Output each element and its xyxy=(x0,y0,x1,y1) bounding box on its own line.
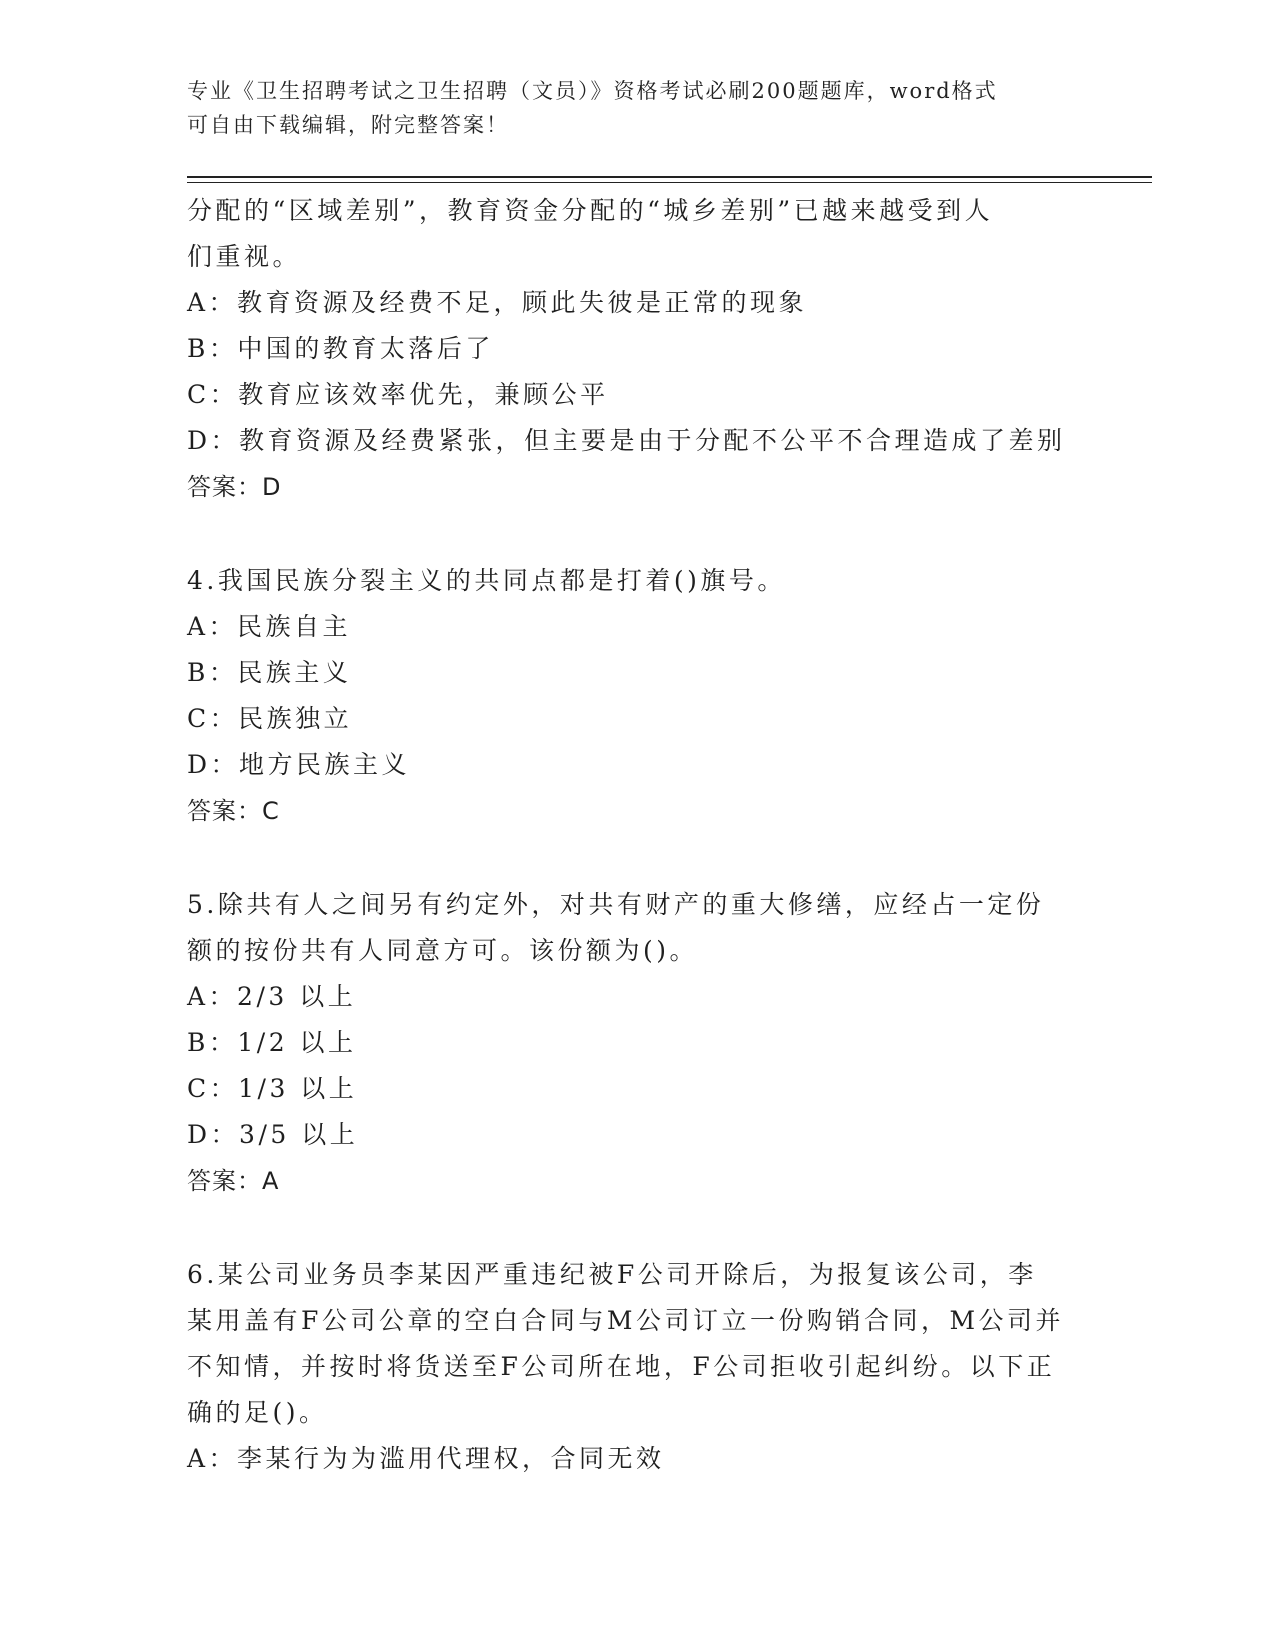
question-stem: 分配的“区域差别”，教育资金分配的“城乡差别”已越来越受到人 xyxy=(187,196,994,225)
question-stem: 5.除共有人之间另有约定外，对共有财产的重大修缮，应经占一定份 xyxy=(187,890,1045,919)
option-a: A：民族自主 xyxy=(187,612,352,641)
question-stem: 额的按份共有人同意方可。该份额为()。 xyxy=(187,936,699,965)
spacer xyxy=(187,1204,1117,1252)
option-b: B：1/2 以上 xyxy=(187,1028,357,1057)
answer-label: 答案：A xyxy=(187,1167,280,1195)
question-stem: 4.我国民族分裂主义的共同点都是打着()旗号。 xyxy=(187,566,786,595)
header-line: 专业《卫生招聘考试之卫生招聘（文员）》资格考试必刷200题题库，word格式 xyxy=(187,79,998,103)
option-a: A：李某行为为滥用代理权，合同无效 xyxy=(187,1444,665,1473)
option-c: C：1/3 以上 xyxy=(187,1074,358,1103)
question-block xyxy=(187,188,1117,510)
option-d: D：教育资源及经费紧张，但主要是由于分配不公平不合理造成了差别 xyxy=(187,426,1066,455)
option-a: A：2/3 以上 xyxy=(187,982,357,1011)
header-divider xyxy=(187,176,1152,178)
question-stem: 确的足()。 xyxy=(187,1398,328,1427)
question-block xyxy=(187,882,1117,1204)
option-c: C：教育应该效率优先，兼顾公平 xyxy=(187,380,609,409)
spacer xyxy=(187,834,1117,882)
header-divider-thin xyxy=(187,182,1152,183)
option-d: D：3/5 以上 xyxy=(187,1120,359,1149)
document-header xyxy=(187,74,1087,142)
question-block xyxy=(187,558,1117,834)
spacer xyxy=(187,510,1117,558)
option-d: D：地方民族主义 xyxy=(187,750,411,779)
question-stem: 不知情，并按时将货送至F公司所在地，F公司拒收引起纠纷。以下正 xyxy=(187,1352,1056,1381)
question-stem: 6.某公司业务员李某因严重违纪被F公司开除后，为报复该公司，李 xyxy=(187,1260,1037,1289)
option-a: A：教育资源及经费不足，顾此失彼是正常的现象 xyxy=(187,288,808,317)
question-content xyxy=(187,188,1117,1482)
answer-label: 答案：D xyxy=(187,473,282,501)
answer-label: 答案：C xyxy=(187,797,280,825)
question-stem: 们重视。 xyxy=(187,242,302,271)
question-stem: 某用盖有F公司公章的空白合同与M公司订立一份购销合同，M公司并 xyxy=(187,1306,1065,1335)
question-block xyxy=(187,1252,1117,1482)
option-b: B：中国的教育太落后了 xyxy=(187,334,494,363)
header-line: 可自由下载编辑，附完整答案！ xyxy=(187,113,509,137)
option-b: B：民族主义 xyxy=(187,658,352,687)
option-c: C：民族独立 xyxy=(187,704,353,733)
